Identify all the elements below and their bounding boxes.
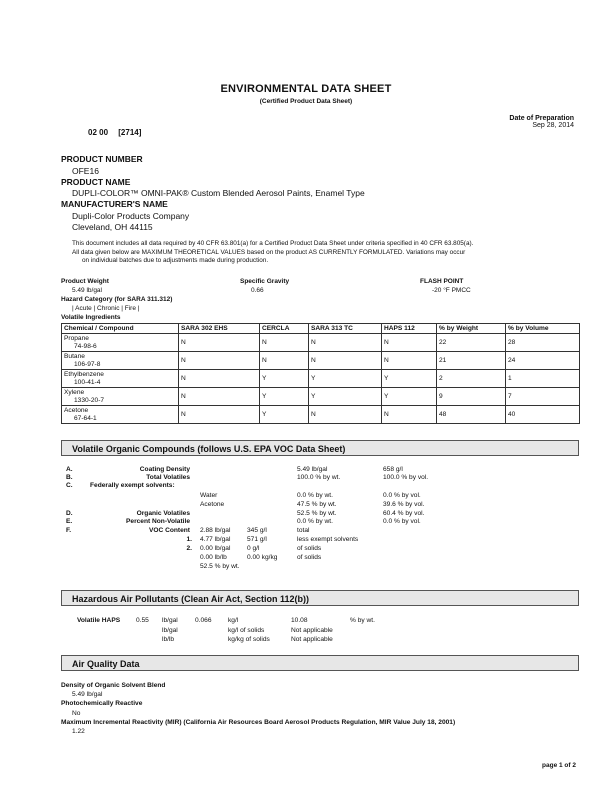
voc-b-letter: B. <box>66 474 73 481</box>
page-number: page 1 of 2 <box>542 762 576 769</box>
volatile-haps-label: Volatile HAPS <box>77 617 121 624</box>
haps-cell: N <box>382 406 437 424</box>
weight-label: Product Weight <box>61 278 109 285</box>
chemical-cell <box>62 352 179 370</box>
sara302-cell: N <box>179 406 260 424</box>
cas-number: 106-97-8 <box>74 360 101 368</box>
voc-a-value-1: 5.49 lb/gal <box>297 466 328 473</box>
haps-cell: N <box>382 334 437 352</box>
disclaimer <box>72 240 582 266</box>
sara313-cell: Y <box>309 388 382 406</box>
col-haps: HAPS 112 <box>382 324 437 334</box>
haps-solids-kgl-unit: kg/l of solids <box>228 627 265 634</box>
cercla-cell: Y <box>260 388 309 406</box>
cercla-cell: Y <box>260 406 309 424</box>
chemical-name: Acetone <box>64 407 89 414</box>
haps-solids-lbgal-unit: lb/gal <box>162 627 178 634</box>
voc-acetone-label: Acetone <box>200 501 225 508</box>
voc-f-label: VOC Content <box>148 527 190 534</box>
sara302-cell: N <box>179 370 260 388</box>
sara302-cell: N <box>179 352 260 370</box>
product-name-label: PRODUCT NAME <box>61 177 131 187</box>
col-volume: % by Volume <box>506 324 580 334</box>
cas-number: 100-41-4 <box>74 378 101 386</box>
col-weight: % by Weight <box>437 324 506 334</box>
weight-cell: 22 <box>437 334 506 352</box>
code-revision: 02 00 <box>88 128 109 137</box>
voc-b-value-2: 100.0 % by vol. <box>383 474 429 481</box>
voc-d-value-2: 60.4 % by vol. <box>383 510 425 517</box>
cas-number: 74-98-6 <box>74 342 97 350</box>
chemical-name: Xylene <box>64 389 85 396</box>
voc-a-letter: A. <box>66 466 73 473</box>
voc-e-letter: E. <box>66 518 73 525</box>
chemical-name: Butane <box>64 353 85 360</box>
volume-cell: 40 <box>506 406 580 424</box>
voc-f-total-lbgal: 2.88 lb/gal <box>200 527 231 534</box>
haps-kgl-value: 0.066 <box>195 617 212 624</box>
chemical-name: Ethylbenzene <box>64 371 104 378</box>
haps-kgkg-unit: kg/kg of solids <box>228 636 270 643</box>
manufacturer-name: Dupli-Color Products Company <box>72 211 190 221</box>
chemical-cell <box>62 334 179 352</box>
disclaimer-line-2: All data given below are MAXIMUM THEORETICAL VALUES based on the product AS CURRENTLY FORMULATED. Variations may occur <box>72 248 466 256</box>
chemical-cell <box>62 370 179 388</box>
volume-cell: 24 <box>506 352 580 370</box>
haps-cell: Y <box>382 370 437 388</box>
voc-f-2-desc: of solids <box>297 545 322 552</box>
mir-label: Maximum Incremental Reactivity (MIR) (California Air Resources Board Aerosol Products Regulation, MIR Value July 18, 2001) <box>61 719 456 726</box>
voc-f-3-desc: of solids <box>297 554 322 561</box>
weight-cell: 9 <box>437 388 506 406</box>
voc-f-4-pct: 52.5 % by wt. <box>200 563 240 570</box>
voc-water-value-1: 0.0 % by wt. <box>297 492 333 499</box>
voc-b-label: Total Volatiles <box>146 474 190 481</box>
volume-cell: 1 <box>506 370 580 388</box>
voc-section-header: Volatile Organic Compounds (follows U.S. EPA VOC Data Sheet) <box>61 440 579 456</box>
haps-cell: N <box>382 352 437 370</box>
voc-f-1-number: 1. <box>186 536 192 543</box>
volume-cell: 7 <box>506 388 580 406</box>
prep-date: Sep 28, 2014 <box>532 122 574 129</box>
voc-b-value-1: 100.0 % by wt. <box>297 474 341 481</box>
manufacturer-city: Cleveland, OH 44115 <box>72 222 153 232</box>
sara313-cell: N <box>309 406 382 424</box>
volatile-ingredients-table <box>61 323 580 424</box>
prep-label: Date of Preparation <box>509 115 574 122</box>
voc-d-value-1: 52.5 % by wt. <box>297 510 337 517</box>
voc-f-2-number: 2. <box>186 545 192 552</box>
disclaimer-line-1: This document includes all data required by 40 CFR 63.801(a) for a Certified Product Data Sheet under criteria specified in 40 CFR 63.805(a). <box>72 240 474 247</box>
weight-value: 5.49 lb/gal <box>72 287 102 294</box>
sara302-cell: N <box>179 388 260 406</box>
document-subtitle: (Certified Product Data Sheet) <box>259 98 353 105</box>
specific-gravity-value: 0.66 <box>251 287 264 294</box>
flash-point-value: -20 °F PMCC <box>432 287 471 294</box>
code-number: [2714] <box>118 128 142 137</box>
sara302-cell: N <box>179 334 260 352</box>
hazard-category-value: | Acute | Chronic | Fire | <box>72 305 140 312</box>
haps-solids-value: Not applicable <box>291 627 333 634</box>
date-of-preparation <box>509 115 574 129</box>
hap-section-header: Hazardous Air Pollutants (Clean Air Act, Section 112(b)) <box>61 590 579 606</box>
chemical-name: Propane <box>64 335 89 342</box>
haps-lblb-value: Not applicable <box>291 636 333 643</box>
voc-acetone-value-2: 39.6 % by vol. <box>383 501 425 508</box>
table-header-row <box>62 324 580 334</box>
product-code <box>88 128 149 137</box>
table-row <box>62 352 580 370</box>
document-title: ENVIRONMENTAL DATA SHEET <box>220 83 392 95</box>
voc-e-value-2: 0.0 % by vol. <box>383 518 421 525</box>
photochemical-label: Photochemically Reactive <box>61 700 143 707</box>
haps-pct-value: 10.08 <box>291 617 308 624</box>
disclaimer-line-3: on individual batches due to adjustments made during production. <box>82 257 269 265</box>
voc-f-3-lblb: 0.00 lb/lb <box>200 554 227 561</box>
table-row <box>62 370 580 388</box>
weight-cell: 48 <box>437 406 506 424</box>
photochemical-value: No <box>72 710 81 717</box>
voc-water-value-2: 0.0 % by vol. <box>383 492 421 499</box>
cas-number: 67-64-1 <box>74 414 97 422</box>
voc-d-label: Organic Volatiles <box>136 510 190 517</box>
haps-kgl-unit: kg/l <box>228 617 239 624</box>
manufacturer-label: MANUFACTURER'S NAME <box>61 199 168 209</box>
voc-e-label: Percent Non-Volatile <box>126 518 190 525</box>
volume-cell: 28 <box>506 334 580 352</box>
product-name: DUPLI-COLOR™ OMNI-PAK® Custom Blended Aerosol Paints, Enamel Type <box>72 188 365 198</box>
density-label: Density of Organic Solvent Blend <box>61 682 166 689</box>
sara313-cell: N <box>309 352 382 370</box>
voc-f-1-lbgal: 4.77 lb/gal <box>200 536 231 543</box>
haps-pct-unit: % by wt. <box>350 617 375 624</box>
col-cercla: CERCLA <box>260 324 309 334</box>
col-chemical: Chemical / Compound <box>62 324 179 334</box>
voc-water-label: Water <box>200 492 218 499</box>
table-row <box>62 388 580 406</box>
voc-a-value-2: 658 g/l <box>383 466 403 473</box>
hazard-category-label: Hazard Category (for SARA 311.312) <box>61 296 173 303</box>
voc-c-letter: C. <box>66 482 73 489</box>
haps-lbgal-value: 0.55 <box>136 617 149 624</box>
voc-f-3-kgkg: 0.00 kg/kg <box>247 554 278 561</box>
voc-d-letter: D. <box>66 510 73 517</box>
voc-f-total-desc: total <box>297 527 310 534</box>
cercla-cell: Y <box>260 370 309 388</box>
density-value: 5.49 lb/gal <box>72 691 103 698</box>
col-sara302: SARA 302 EHS <box>179 324 260 334</box>
chemical-cell <box>62 388 179 406</box>
cas-number: 1330-20-7 <box>74 396 105 404</box>
product-number-label: PRODUCT NUMBER <box>61 154 143 164</box>
voc-f-2-lbgal: 0.00 lb/gal <box>200 545 231 552</box>
col-sara313: SARA 313 TC <box>309 324 382 334</box>
voc-f-total-gl: 345 g/l <box>247 527 267 534</box>
weight-cell: 2 <box>437 370 506 388</box>
volatile-ingredients-label: Volatile Ingredients <box>61 314 121 321</box>
voc-f-letter: F. <box>66 527 72 534</box>
air-quality-section-header: Air Quality Data <box>61 655 579 671</box>
table-row <box>62 406 580 424</box>
voc-a-label: Coating Density <box>139 466 190 473</box>
haps-lbgal-unit: lb/gal <box>162 617 178 624</box>
specific-gravity-label: Specific Gravity <box>240 278 290 285</box>
sara313-cell: N <box>309 334 382 352</box>
sara313-cell: Y <box>309 370 382 388</box>
haps-cell: Y <box>382 388 437 406</box>
cercla-cell: N <box>260 352 309 370</box>
chemical-cell <box>62 406 179 424</box>
cercla-cell: N <box>260 334 309 352</box>
weight-cell: 21 <box>437 352 506 370</box>
flash-point-label: FLASH POINT <box>420 278 464 285</box>
table-row <box>62 334 580 352</box>
product-number: OFE16 <box>72 166 99 176</box>
voc-acetone-value-1: 47.5 % by wt. <box>297 501 337 508</box>
voc-f-2-gl: 0 g/l <box>247 545 260 552</box>
voc-f-1-desc: less exempt solvents <box>297 536 359 543</box>
voc-f-1-gl: 571 g/l <box>247 536 267 543</box>
haps-lblb-unit: lb/lb <box>162 636 175 643</box>
voc-c-label: Federally exempt solvents: <box>90 482 175 489</box>
mir-value: 1.22 <box>72 728 85 735</box>
voc-e-value-1: 0.0 % by wt. <box>297 518 333 525</box>
